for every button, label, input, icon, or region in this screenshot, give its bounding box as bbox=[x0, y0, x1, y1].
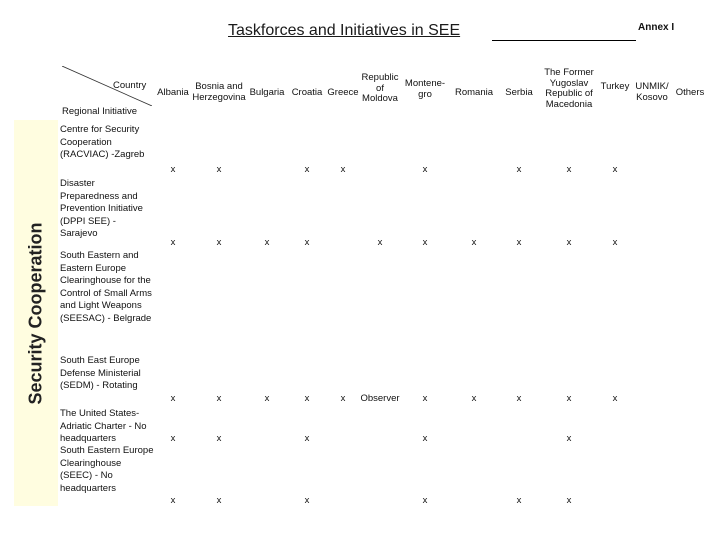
participation-mark-1-10: x bbox=[612, 237, 618, 248]
participation-mark-1-7: x bbox=[471, 237, 477, 248]
participation-mark-3-1: x bbox=[216, 393, 222, 404]
participation-mark-0-8: x bbox=[516, 164, 522, 175]
country-header-10: Turkey bbox=[600, 81, 630, 92]
participation-mark-0-1: x bbox=[216, 164, 222, 175]
participation-mark-0-4: x bbox=[340, 164, 346, 175]
participation-mark-5-6: x bbox=[422, 495, 428, 506]
participation-mark-4-6: x bbox=[422, 433, 428, 444]
category-label: Security Cooperation bbox=[25, 221, 46, 405]
participation-mark-1-0: x bbox=[170, 237, 176, 248]
initiative-name-4: The United States-Adriatic Charter - No headquarters bbox=[60, 408, 147, 445]
initiative-name-0: Centre for Security Cooperation (RACVIAC) -Zagreb bbox=[60, 124, 145, 161]
participation-mark-3-7: x bbox=[471, 393, 477, 404]
participation-mark-1-9: x bbox=[566, 237, 572, 248]
participation-mark-1-2: x bbox=[264, 237, 270, 248]
country-header-4: Greece bbox=[327, 87, 359, 98]
participation-mark-0-9: x bbox=[566, 164, 572, 175]
participation-mark-3-9: x bbox=[566, 393, 572, 404]
participation-mark-3-4: x bbox=[340, 393, 346, 404]
country-header-1: Bosnia and Herzegovina bbox=[192, 81, 246, 103]
participation-mark-0-0: x bbox=[170, 164, 176, 175]
page-title: Taskforces and Initiatives in SEE bbox=[228, 22, 461, 39]
initiative-name-2: South Eastern and Eastern Europe Clearinghouse for the Control of Small Arms and Light Weapons (SEESAC) - Belgrade bbox=[60, 250, 152, 324]
participation-mark-5-1: x bbox=[216, 495, 222, 506]
participation-mark-4-3: x bbox=[304, 433, 310, 444]
country-header-6: Montene- gro bbox=[404, 78, 446, 100]
initiative-name-1: Disaster Preparedness and Prevention Initiative (DPPI SEE) - Sarajevo bbox=[60, 178, 143, 240]
participation-mark-3-0: x bbox=[170, 393, 176, 404]
country-header-7: Romania bbox=[454, 87, 494, 98]
title-underline bbox=[492, 40, 636, 41]
participation-mark-4-0: x bbox=[170, 433, 176, 444]
annex-label: Annex I bbox=[638, 22, 675, 33]
country-header-3: Croatia bbox=[291, 87, 323, 98]
country-header-5: Republic of Moldova bbox=[361, 72, 399, 104]
participation-mark-5-8: x bbox=[516, 495, 522, 506]
participation-mark-1-3: x bbox=[304, 237, 310, 248]
initiative-name-3: South East Europe Defense Ministerial (SEDM) - Rotating bbox=[60, 355, 141, 392]
country-header-0: Albania bbox=[157, 87, 189, 98]
participation-mark-4-9: x bbox=[566, 433, 572, 444]
participation-mark-5-3: x bbox=[304, 495, 310, 506]
country-header-12: Others bbox=[675, 87, 705, 98]
participation-mark-0-6: x bbox=[422, 164, 428, 175]
participation-mark-4-1: x bbox=[216, 433, 222, 444]
participation-mark-0-3: x bbox=[304, 164, 310, 175]
participation-mark-3-6: x bbox=[422, 393, 428, 404]
country-header-9: The Former Yugoslav Republic of Macedonia bbox=[544, 67, 594, 110]
participation-mark-3-5: Observer bbox=[360, 393, 400, 404]
country-header-2: Bulgaria bbox=[249, 87, 285, 98]
initiative-name-5: South Eastern Europe Clearinghouse (SEEC) - No headquarters bbox=[60, 445, 154, 494]
participation-mark-3-10: x bbox=[612, 393, 618, 404]
participation-mark-1-5: x bbox=[377, 237, 383, 248]
country-header-8: Serbia bbox=[505, 87, 533, 98]
header-region-label: Regional Initiative bbox=[62, 106, 137, 117]
participation-mark-5-9: x bbox=[566, 495, 572, 506]
participation-mark-1-6: x bbox=[422, 237, 428, 248]
country-header-11: UNMIK/ Kosovo bbox=[635, 81, 669, 103]
participation-mark-3-8: x bbox=[516, 393, 522, 404]
participation-mark-3-2: x bbox=[264, 393, 270, 404]
participation-mark-3-3: x bbox=[304, 393, 310, 404]
participation-mark-1-1: x bbox=[216, 237, 222, 248]
participation-mark-5-0: x bbox=[170, 495, 176, 506]
participation-mark-0-10: x bbox=[612, 164, 618, 175]
participation-mark-1-8: x bbox=[516, 237, 522, 248]
header-country-label: Country bbox=[113, 80, 147, 91]
